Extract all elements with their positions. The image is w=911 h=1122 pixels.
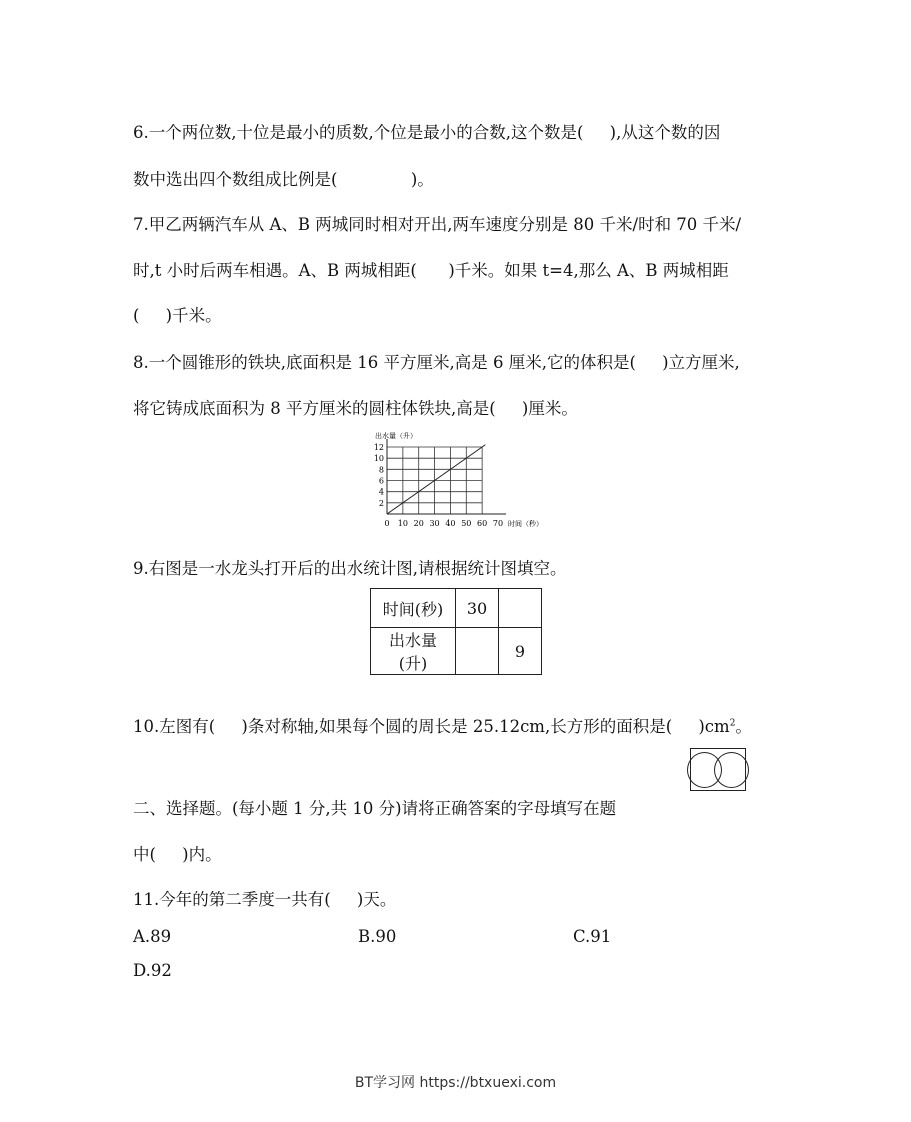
q9-text: 9.右图是一水龙头打开后的出水统计图,请根据统计图填空。 bbox=[133, 559, 567, 578]
q10-sup: 2 bbox=[729, 718, 736, 729]
table-cell: 9 bbox=[499, 628, 542, 675]
x-tick-label: 70 bbox=[492, 519, 504, 528]
y-tick-label: 4 bbox=[378, 487, 384, 497]
x-tick-label: 50 bbox=[461, 519, 472, 528]
x-tick-label: 40 bbox=[445, 519, 456, 528]
q11-text: 11.今年的第二季度一共有( )天。 bbox=[133, 890, 397, 909]
q6-line2: 数中选出四个数组成比例是( )。 bbox=[133, 170, 434, 189]
y-axis-label: 出水量（升） bbox=[375, 432, 417, 440]
circle bbox=[714, 752, 749, 788]
x-tick-label: 0 bbox=[384, 519, 390, 528]
q8-line1: 8.一个圆锥形的铁块,底面积是 16 平方厘米,高是 6 厘米,它的体积是( )立方厘米, bbox=[133, 353, 740, 372]
option-a: A.89 bbox=[133, 927, 172, 946]
y-tick-label: 2 bbox=[378, 498, 384, 508]
table-cell bbox=[499, 589, 542, 628]
x-tick-label: 20 bbox=[413, 519, 424, 528]
q7-line3: ( )千米。 bbox=[133, 306, 222, 325]
table-cell bbox=[456, 628, 499, 675]
q7-line2: 时,t 小时后两车相遇。A、B 两城相距( )千米。如果 t=4,那么 A、B 两城相距 bbox=[133, 261, 729, 280]
section2-line2: 中( )内。 bbox=[133, 845, 222, 864]
option-d: D.92 bbox=[133, 961, 172, 980]
x-tick-label: 10 bbox=[397, 519, 408, 528]
q9-table bbox=[370, 588, 542, 675]
table-cell: 出水量(升) bbox=[371, 628, 456, 675]
y-tick-label: 12 bbox=[373, 443, 384, 452]
q10-text bbox=[133, 713, 752, 737]
q6-line1: 6.一个两位数,十位是最小的质数,个位是最小的合数,这个数是( ),从这个数的因 bbox=[133, 123, 721, 142]
x-tick-label: 60 bbox=[477, 519, 488, 528]
q7-line1: 7.甲乙两辆汽车从 A、B 两城同时相对开出,两车速度分别是 80 千米/时和 70 千米/ bbox=[133, 215, 742, 234]
water-output-chart bbox=[365, 430, 585, 540]
option-b: B.90 bbox=[358, 927, 397, 946]
y-tick-label: 8 bbox=[378, 465, 384, 475]
table-cell: 30 bbox=[456, 589, 499, 628]
x-tick-label: 30 bbox=[429, 519, 440, 528]
two-circles-figure bbox=[690, 748, 746, 791]
table-cell: 时间(秒) bbox=[371, 589, 456, 628]
option-c: C.91 bbox=[573, 927, 612, 946]
section2-line1: 二、选择题。(每小题 1 分,共 10 分)请将正确答案的字母填写在题 bbox=[133, 799, 617, 818]
q8-line2: 将它铸成底面积为 8 平方厘米的圆柱体铁块,高是( )厘米。 bbox=[133, 399, 578, 418]
series-line bbox=[387, 445, 485, 514]
x-axis-label: 时间（秒） bbox=[508, 520, 543, 528]
y-tick-label: 6 bbox=[378, 476, 384, 486]
q10-body: 10.左图有( )条对称轴,如果每个圆的周长是 25.12cm,长方形的面积是( )cm bbox=[133, 717, 730, 736]
footer: BT学习网 https://btxuexi.com bbox=[354, 1075, 557, 1091]
q10-end: 。 bbox=[735, 717, 752, 736]
y-tick-label: 10 bbox=[373, 454, 384, 464]
